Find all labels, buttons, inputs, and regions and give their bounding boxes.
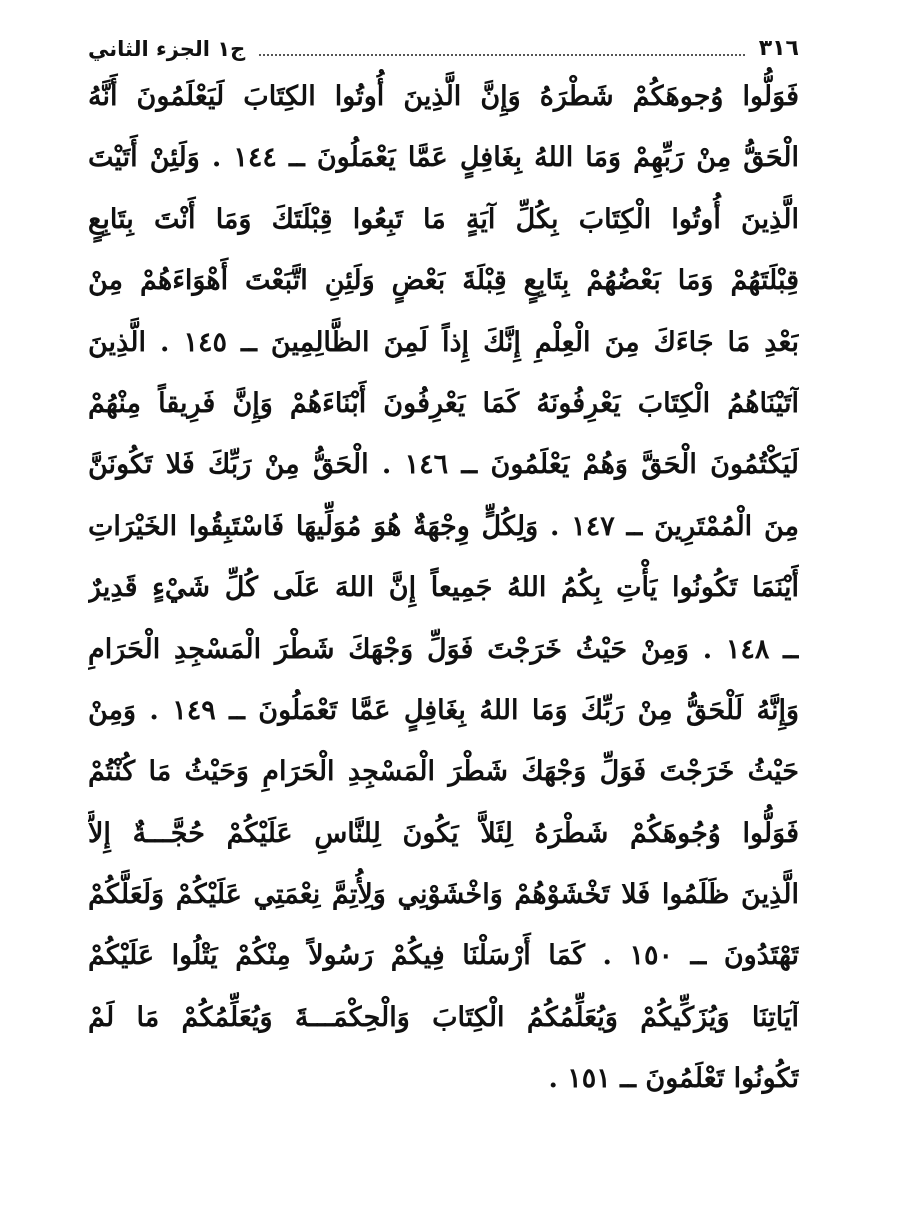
header-dotted-rule bbox=[259, 54, 744, 56]
text-line: تَهْتَدُونَ ــ ١٥٠ . كَمَا أَرْسَلْنَا فِيكُمْ رَسُولاً مِنْكُمْ يَتْلُوا عَلَيْكُمْ bbox=[88, 940, 799, 972]
text-line: الْحَقُّ مِنْ رَبِّهِمْ وَمَا اللهُ بِغَافِلٍ عَمَّا يَعْمَلُونَ ــ ١٤٤ . وَلَئِنْ أَتَيْتَ bbox=[88, 142, 799, 174]
text-line: فَوَلُّوا وُجوهَكُمْ شَطْرَهُ وَإِنَّ الَّذِينَ أُوتُوا الكِتَابَ لَيَعْلَمُونَ أَنَّهُ bbox=[88, 81, 799, 112]
text-line: آتَيْنَاهُمُ الْكِتَابَ يَعْرِفُونَهُ كَمَا يَعْرِفُونَ أَبْنَاءَهُمْ وَإِنَّ فَرِيقاً مِنْهُمْ bbox=[88, 387, 799, 419]
text-line: الَّذِينَ ظَلَمُوا فَلا تَخْشَوْهُمْ وَاخْشَوْنِي وَلِأُتِمَّ نِعْمَتِي عَلَيْكُمْ وَلَعَلَّكُمْ bbox=[88, 879, 799, 911]
text-line: أَيْنَمَا تَكُونُوا يَأْتِ بِكُمُ اللهُ جَمِيعاً إِنَّ اللهَ عَلَى كُلِّ شَيْءٍ قَدِيرٌ bbox=[88, 572, 799, 604]
text-line: حَيْثُ خَرَجْتَ فَوَلِّ وَجْهَكَ شَطْرَ الْمَسْجِدِ الْحَرَامِ وَحَيْثُ مَا كُنْتُمْ bbox=[88, 756, 799, 788]
text-line: آيَاتِنَا وَيُزَكِّيكُمْ وَيُعَلِّمُكُمُ الْكِتَابَ وَالْحِكْمَـــةَ وَيُعَلِّمُكُمْ مَا لَمْ bbox=[88, 1001, 799, 1033]
text-line: ــ ١٤٨ . وَمِنْ حَيْثُ خَرَجْتَ فَوَلِّ وَجْهَكَ شَطْرَ الْمَسْجِدِ الْحَرَامِ bbox=[88, 633, 799, 665]
text-line: مِنَ الْمُمْتَرِينَ ــ ١٤٧ . وَلِكُلٍّ وِجْهَةٌ هُوَ مُوَلِّيهَا فَاسْتَبِقُوا الخَيْرَاتِ bbox=[88, 510, 799, 542]
text-line: الَّذِينَ أُوتُوا الْكِتَابَ بِكُلِّ آيَةٍ مَا تَبِعُوا قِبْلَتَكَ وَمَا أَنْتَ بِتَابِعٍ bbox=[88, 203, 799, 235]
text-line: لَيَكْتُمُونَ الْحَقَّ وَهُمْ يَعْلَمُونَ ــ ١٤٦ . الْحَقُّ مِنْ رَبِّكَ فَلا تَكُونَنَّ bbox=[88, 449, 799, 481]
text-line-last: تَكُونُوا تَعْلَمُونَ ــ ١٥١ . bbox=[548, 1063, 799, 1095]
text-line: فَوَلُّوا وُجُوهَكُمْ شَطْرَهُ لِئَلاَّ يَكُونَ لِلنَّاسِ عَلَيْكُمْ حُجَّـــةٌ إِلاَّ bbox=[88, 817, 799, 849]
text-line: بَعْدِ مَا جَاءَكَ مِنَ الْعِلْمِ إِنَّكَ إِذاً لَمِنَ الظَّالِمِينَ ــ ١٤٥ . الَّذِينَ bbox=[88, 326, 799, 358]
text-line: قِبْلَتَهُمْ وَمَا بَعْضُهُمْ بِتَابِعٍ قِبْلَةَ بَعْضٍ وَلَئِنِ اتَّبَعْتَ أَهْوَاءَهُمْ مِنْ bbox=[88, 265, 799, 297]
running-title: ج١ الجزء الثاني bbox=[88, 37, 246, 61]
page-header bbox=[88, 28, 799, 64]
text-line: وَإِنَّهُ لَلْحَقُّ مِنْ رَبِّكَ وَمَا اللهُ بِغَافِلٍ عَمَّا تَعْمَلُونَ ــ ١٤٩ . وَمِنْ bbox=[88, 694, 799, 726]
page-number: ٣١٦ bbox=[758, 36, 799, 61]
verse-text-block bbox=[88, 66, 799, 1110]
